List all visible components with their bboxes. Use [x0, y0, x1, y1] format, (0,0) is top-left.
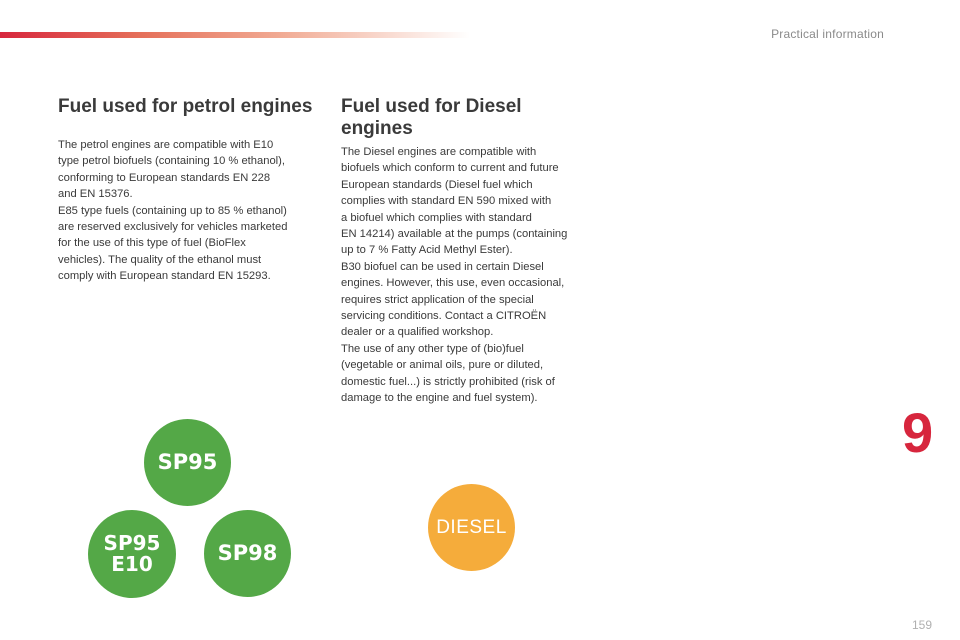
diesel-fuel-body: The Diesel engines are compatible with biofuels which conform to current and future European standards (Diesel fuel which complies with standard EN 590 mixed with a biofuel which complies with standard EN 14214) available at the pumps (containing up to 7 % Fatty Acid Methyl Ester). B30 biofuel can be used in certain Diesel engines. However, this use, even occasional, requires strict application of the special servicing conditions. Contact a CITROËN dealer or a qualified workshop. The use of any other type of (bio)fuel (vegetable or animal oils, pure or diluted, domestic fuel...) is strictly prohibited (risk of damage to the engine and fuel system).: [341, 146, 568, 405]
page-number: 159: [912, 618, 933, 632]
sp95-e10-fuel-badge: SP95 E10: [88, 510, 176, 598]
petrol-fuel-section: [58, 96, 328, 285]
petrol-fuel-heading: Fuel used for petrol engines: [58, 96, 313, 117]
section-title: Practical information: [771, 27, 884, 41]
chapter-number: 9: [902, 401, 934, 464]
header-accent-bar: [0, 32, 470, 38]
petrol-fuel-body: The petrol engines are compatible with E10 type petrol biofuels (containing 10 % ethanol), conforming to European standards EN 228 and EN 15376. E85 type fuels (containing up to 85 % ethanol) are reserved exclusively for vehicles marketed for the use of this type of fuel (BioFlex vehicles). The quality of the ethanol must comply with European standard EN 15293.: [58, 139, 288, 283]
diesel-fuel-badge: DIESEL: [428, 484, 515, 571]
sp98-fuel-badge: SP98: [204, 510, 291, 597]
sp95-fuel-badge: SP95: [144, 419, 231, 506]
diesel-fuel-heading: Fuel used for Diesel engines: [341, 96, 522, 139]
diesel-fuel-section: [341, 96, 596, 407]
